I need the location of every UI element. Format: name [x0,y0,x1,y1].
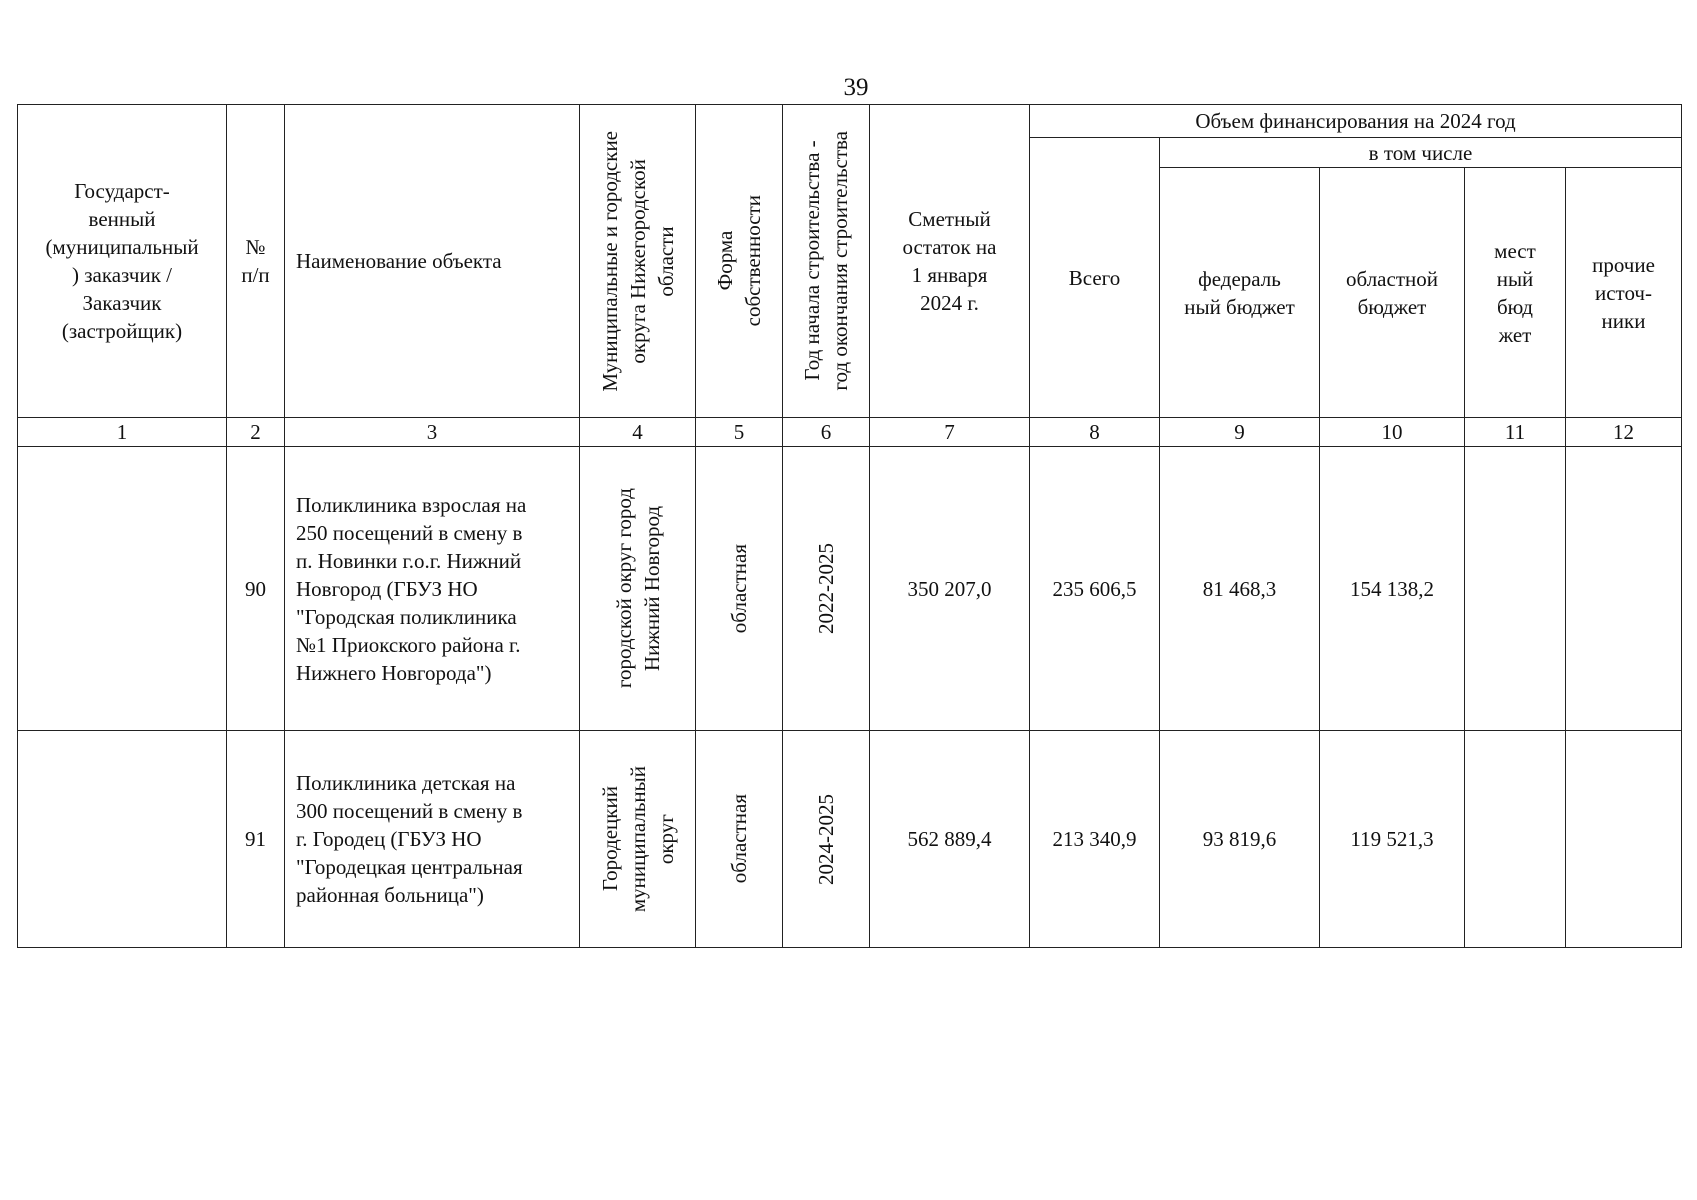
header-object-name: Наименование объекта [285,105,580,418]
cell-number: 91 [227,731,285,948]
header-total: Всего [1030,138,1160,418]
cell-regional: 154 138,2 [1320,447,1465,731]
column-number: 6 [783,418,870,447]
cell-estimate: 350 207,0 [870,447,1030,731]
cell-local [1465,731,1566,948]
cell-object-name: Поликлиника взрослая на 250 посещений в смену в п. Новинки г.о.г. Нижний Новгород (ГБУЗ НО "Городская поликлиника №1 Приокского района г. Нижнего Новгорода") [285,447,580,731]
cell-ownership: областная [696,731,783,948]
column-number: 1 [18,418,227,447]
cell-object-name: Поликлиника детская на 300 посещений в смену в г. Городец (ГБУЗ НО "Городецкая центральная районная больница") [285,731,580,948]
cell-customer [18,731,227,948]
cell-years: 2022-2025 [783,447,870,731]
table-row [18,731,1682,948]
cell-other [1566,447,1682,731]
header-estimate: Сметный остаток на 1 января 2024 г. [870,105,1030,418]
cell-estimate: 562 889,4 [870,731,1030,948]
cell-district: городской округ город Нижний Новгород [580,447,696,731]
cell-federal: 93 819,6 [1160,731,1320,948]
column-number: 4 [580,418,696,447]
header-ownership: Форма собственности [696,105,783,418]
column-number: 8 [1030,418,1160,447]
header-federal: федераль ный бюджет [1160,168,1320,418]
header-local: мест ный бюд жет [1465,168,1566,418]
cell-ownership: областная [696,447,783,731]
header-district: Муниципальные и городские округа Нижегородской области [580,105,696,418]
header-funding-title: Объем финансирования на 2024 год [1030,105,1682,138]
column-number: 3 [285,418,580,447]
table-row [18,447,1682,731]
column-numbers-row [18,418,1682,447]
cell-other [1566,731,1682,948]
cell-local [1465,447,1566,731]
header-regional: областной бюджет [1320,168,1465,418]
column-number: 7 [870,418,1030,447]
column-number: 5 [696,418,783,447]
column-number: 2 [227,418,285,447]
header-including: в том числе [1160,138,1682,168]
header-years: Год начала строительства - год окончания строительства [783,105,870,418]
cell-total: 213 340,9 [1030,731,1160,948]
column-number: 11 [1465,418,1566,447]
cell-customer [18,447,227,731]
cell-federal: 81 468,3 [1160,447,1320,731]
cell-years: 2024-2025 [783,731,870,948]
financing-table [17,104,1682,948]
column-number: 12 [1566,418,1682,447]
column-number: 9 [1160,418,1320,447]
cell-total: 235 606,5 [1030,447,1160,731]
page-number: 39 [843,74,869,101]
header-customer: Государст- венный (муниципальный ) заказчик / Заказчик (застройщик) [18,105,227,418]
cell-number: 90 [227,447,285,731]
header-other: прочие источ- ники [1566,168,1682,418]
header-number: № п/п [227,105,285,418]
cell-district: Городецкий муниципальный округ [580,731,696,948]
cell-regional: 119 521,3 [1320,731,1465,948]
column-number: 10 [1320,418,1465,447]
